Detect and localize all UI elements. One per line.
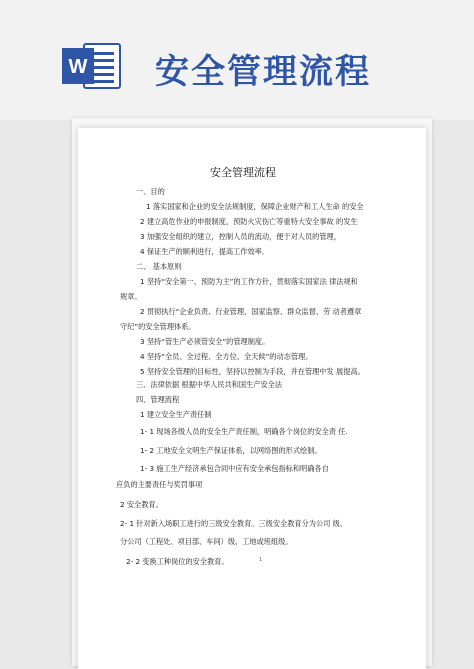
doc-line: 守纪”的安全管理体系。: [120, 322, 196, 331]
doc-line: 1 建立安全生产责任制: [140, 410, 212, 419]
doc-line: 4 保证生产的顺利进行，提高工作效率．: [140, 247, 270, 256]
doc-line: 规章。: [120, 292, 142, 301]
doc-line: 四、管理流程: [136, 395, 180, 404]
doc-line: 1- 2 工地安全文明生产保证体系，以网络图的形式绘制。: [140, 446, 322, 455]
doc-line: 一、目的: [136, 187, 165, 196]
doc-line: 1 落实国家和企业的安全法规制度，保障企业财产和工人生命 的安全: [146, 202, 364, 211]
doc-line: 应负的主要责任与奖罚事项: [116, 480, 203, 489]
word-icon: [60, 40, 122, 92]
doc-line: 5 坚持安全管理的目标性，坚持以控制为手段，并在管理中发 展提高。: [140, 367, 365, 376]
doc-line: 2 安全教育。: [120, 500, 163, 509]
doc-line: 2- 2 变换工种岗位的安全教育。: [126, 557, 229, 566]
doc-line: 1 坚持“安全第一、预防为主”的工作方针，贯彻落实国家法 律法规和: [140, 277, 358, 286]
doc-line: 4 坚持“全员、全过程、全方位、全天候”的动态管理。: [140, 352, 313, 361]
doc-line: 2- 1 针对新入场职工进行的三级安全教育。三级安全教育分为公司 级、: [120, 519, 348, 528]
doc-line: 3 坚持“管生产必须管安全”的管理制度。: [140, 337, 270, 346]
page-number: 1: [259, 557, 263, 563]
doc-line: 1- 1 现场各级人员的安全生产责任制，明确各个岗位的安全责 任.: [140, 427, 348, 436]
doc-line: 三、法律依据 根据中华人民共和国生产安全法: [136, 380, 283, 389]
document-title: 安全管理流程: [210, 166, 276, 179]
doc-line: 2 贯彻执行“企业负责、行业管理、国家监察、群众监督、劳 动者遵章: [140, 307, 362, 316]
doc-line: 二、 基本原则: [136, 262, 182, 271]
doc-line: 2 建立高危作业的申报制度，预防火灾伤亡等重特大安全事故 的发生: [140, 217, 358, 226]
banner: [0, 0, 474, 120]
word-icon-letter: W: [68, 56, 88, 78]
doc-line: 分公司（工程处、项目部、车间）级、工地或班组级。: [120, 537, 293, 546]
doc-line: 3 加强安全组织的建立，控制人员的流动，便于对人员的管理，: [140, 232, 341, 241]
doc-line: 1- 3 施工生产经济承包合同中应有安全承包指标和明确各自: [140, 464, 329, 473]
banner-title: 安全管理流程: [155, 52, 371, 92]
